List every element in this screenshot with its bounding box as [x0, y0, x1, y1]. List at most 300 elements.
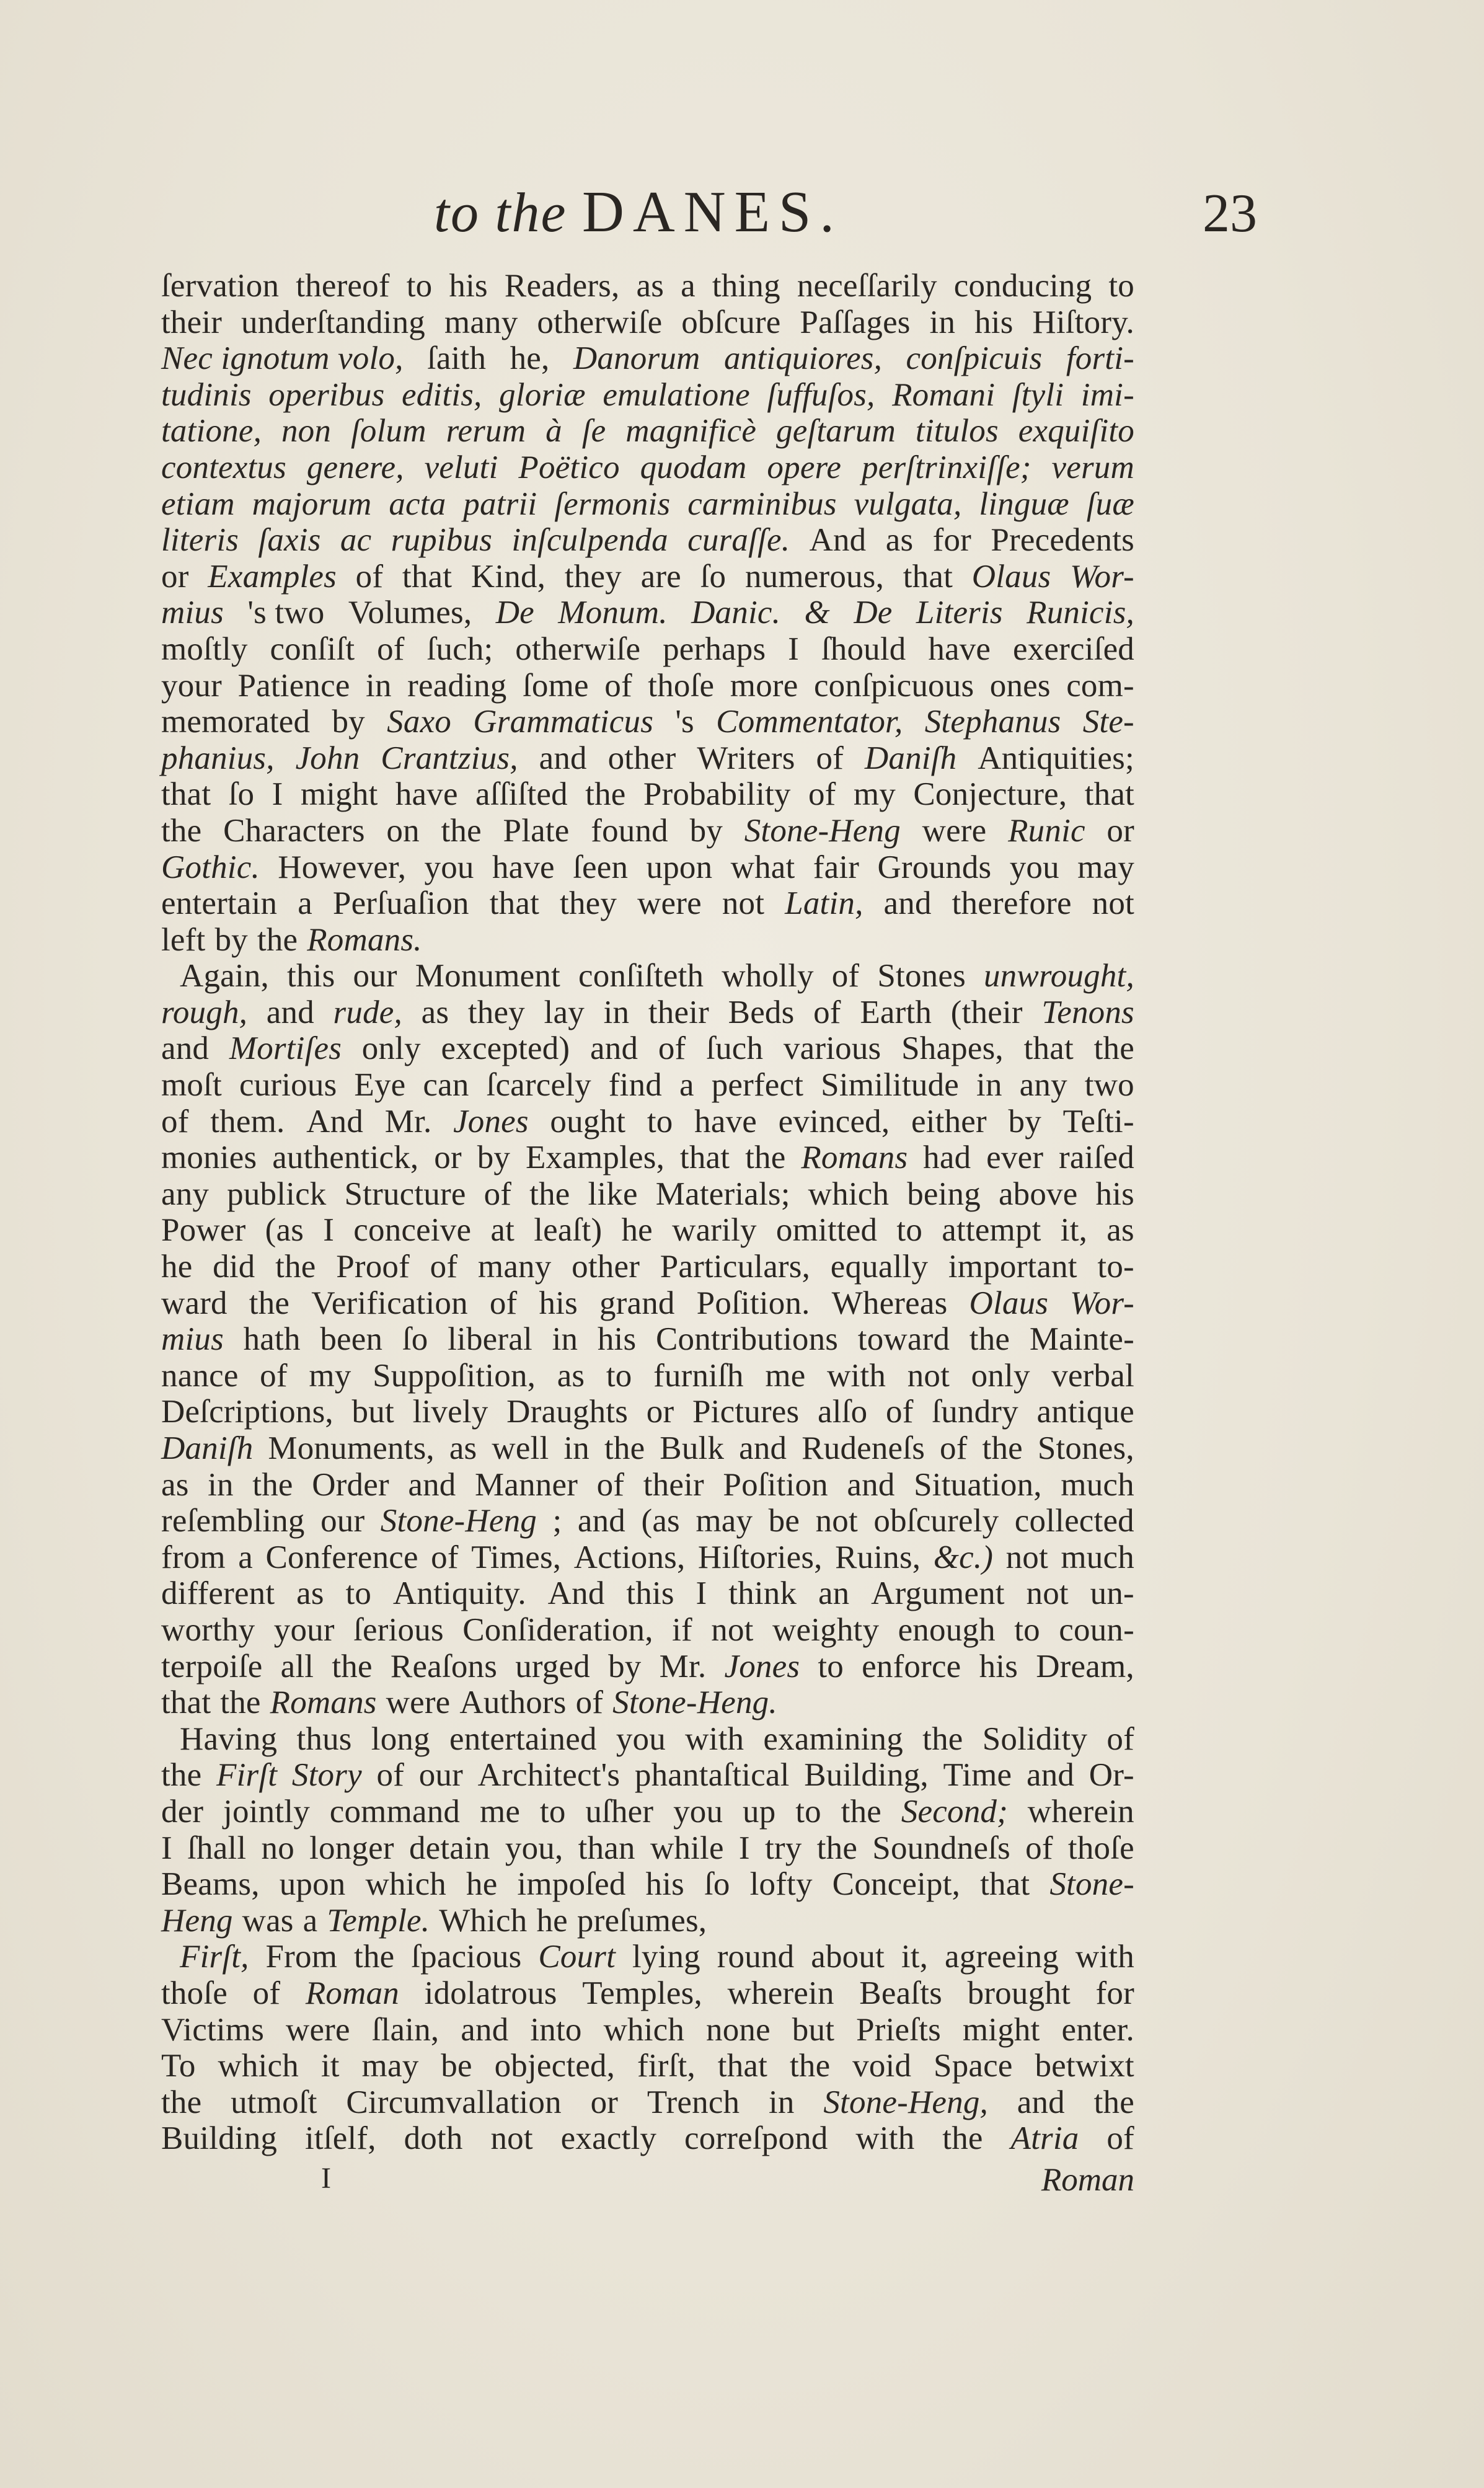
word: Again, — [180, 958, 269, 994]
word: the — [332, 1648, 373, 1684]
word: verbal — [1051, 1357, 1134, 1394]
word: furniſh — [653, 1357, 744, 1394]
word: weighty — [772, 1611, 880, 1648]
word: and — [739, 1430, 787, 1466]
word: as — [296, 1575, 324, 1612]
word: a — [298, 885, 312, 922]
word: attempt — [942, 1212, 1041, 1249]
word: to- — [1097, 1249, 1134, 1285]
word: Manner — [475, 1466, 578, 1503]
word: reſembling — [161, 1503, 305, 1539]
word: ſhould — [821, 631, 906, 667]
word: various — [783, 1030, 881, 1067]
word: Grammaticus — [473, 704, 654, 740]
text-line — [161, 522, 1134, 559]
word: by — [332, 704, 365, 740]
text-line — [161, 813, 1134, 849]
word: you — [616, 1720, 666, 1757]
word: leaſt) — [534, 1212, 603, 1249]
word: of — [658, 1030, 686, 1067]
word: Firſt, — [180, 1939, 249, 1975]
word: it, — [1060, 1212, 1088, 1249]
word: I — [323, 1212, 335, 1249]
word: enter. — [1061, 2011, 1134, 2048]
word: Or- — [1089, 1757, 1134, 1794]
word: Patience — [237, 667, 350, 704]
word: long — [371, 1720, 430, 1757]
word: with — [855, 2120, 915, 2157]
text-line — [161, 1212, 1134, 1249]
word: & — [804, 595, 830, 631]
word: entertain — [161, 885, 278, 922]
text-line — [161, 704, 1134, 740]
word: of — [816, 740, 844, 776]
word: your — [273, 1611, 335, 1648]
text-line — [161, 1249, 1134, 1285]
word: Soundneſs — [872, 1830, 1010, 1866]
text-line — [161, 1358, 1134, 1394]
word: fair — [813, 849, 860, 885]
word: that — [161, 1684, 211, 1721]
word: of — [940, 1430, 968, 1466]
word: found — [591, 812, 668, 849]
word: the — [220, 1684, 261, 1721]
word: vulgata, — [854, 485, 962, 522]
word: a — [238, 1539, 254, 1575]
word: ſo — [700, 558, 727, 595]
word: ſlain, — [371, 2011, 439, 2048]
word: had — [923, 1140, 971, 1176]
word: (as — [265, 1212, 304, 1249]
word: idolatrous — [424, 1975, 557, 2011]
word: majorum — [252, 485, 372, 522]
word: I — [696, 1575, 707, 1612]
word: veluti — [424, 449, 498, 485]
word: you, — [505, 1830, 563, 1866]
word: Solidity — [982, 1720, 1088, 1757]
word: of — [376, 1757, 405, 1794]
word: Runicis, — [1027, 595, 1134, 631]
word: conſiſteth — [578, 958, 704, 994]
word: of — [252, 1975, 281, 2011]
word: evinced, — [778, 1103, 890, 1140]
word: Argument — [871, 1575, 1005, 1612]
word: ſaxis — [258, 522, 321, 559]
word: to — [795, 1793, 821, 1830]
text-line — [161, 1975, 1134, 2012]
word: Characters — [223, 812, 365, 849]
text-line — [161, 922, 1134, 958]
word: moſt — [161, 1067, 222, 1104]
word: that — [903, 558, 953, 595]
word: Conjecture, — [913, 776, 1067, 813]
word: Precedents — [991, 522, 1134, 559]
word: or — [646, 1394, 674, 1430]
word: ſo — [228, 776, 255, 813]
word: and — [266, 994, 314, 1030]
word: Power — [161, 1212, 246, 1249]
word: the — [275, 1249, 316, 1285]
word: were — [637, 885, 702, 922]
word: this — [287, 958, 335, 994]
word: impoſed — [517, 1866, 626, 1903]
word: and — [847, 1466, 895, 1503]
word: thoſe — [161, 1975, 227, 2011]
word: than — [578, 1830, 635, 1866]
word: Authors — [459, 1684, 567, 1721]
word: our — [353, 958, 397, 994]
word: Saxo — [387, 704, 451, 740]
text-line — [161, 1104, 1134, 1140]
word: with — [827, 1357, 886, 1394]
word: doth — [404, 2120, 463, 2157]
word: Ste- — [1082, 704, 1134, 740]
word: genere, — [306, 449, 404, 485]
word: Hiſtory. — [1032, 304, 1134, 340]
word: 's — [675, 704, 694, 740]
word: any — [161, 1175, 210, 1212]
word: much — [1061, 1539, 1134, 1575]
word: antiquiores, — [723, 340, 883, 377]
word: Temples, — [582, 1975, 702, 2011]
word: not — [1005, 1539, 1048, 1575]
word: Stone-Heng. — [612, 1684, 777, 1721]
word: com- — [1066, 667, 1134, 704]
word: not — [1026, 1575, 1069, 1612]
word: raiſed — [1059, 1140, 1134, 1176]
word: you — [673, 1793, 723, 1830]
word: their — [643, 1466, 704, 1503]
word: Heng — [161, 1902, 233, 1939]
word: operibus — [268, 376, 385, 413]
word: Conference — [265, 1539, 418, 1575]
word: that — [1023, 1030, 1074, 1067]
word: and — [539, 740, 587, 776]
word: Earth — [860, 994, 932, 1030]
word: as — [557, 1357, 585, 1394]
text-line — [161, 740, 1134, 777]
word: and — [1017, 2084, 1065, 2120]
word: and — [883, 885, 932, 922]
word: otherwiſe — [537, 304, 663, 340]
page-footer — [161, 2161, 1134, 2201]
word: Victims — [161, 2011, 265, 2048]
word: any — [1019, 1067, 1067, 1104]
word: which — [365, 1866, 447, 1903]
word: ſolum — [350, 413, 426, 449]
text-line — [161, 595, 1134, 631]
running-title — [434, 179, 843, 246]
word: which — [603, 2011, 685, 2048]
word: which — [218, 2048, 299, 2084]
word: a — [679, 1067, 694, 1104]
word: moſtly — [161, 631, 248, 667]
word: Situation, — [914, 1466, 1042, 1503]
word: I — [161, 1830, 172, 1866]
word: Building, — [804, 1757, 929, 1794]
word: curious — [239, 1067, 337, 1104]
word: been — [320, 1321, 383, 1358]
word: Temple. — [327, 1902, 430, 1939]
word: rude, — [333, 994, 402, 1030]
word: phantaſtical — [634, 1757, 790, 1794]
word: phanius, — [161, 740, 275, 776]
word: Ruins, — [835, 1539, 921, 1575]
word: lofty — [749, 1866, 813, 1903]
word: the — [816, 1830, 858, 1866]
word: thing — [712, 268, 780, 304]
word: Poſition — [723, 1466, 828, 1503]
text-line — [161, 1176, 1134, 1213]
word: and — [1026, 1757, 1075, 1794]
word: hath — [243, 1321, 301, 1358]
word: Poſition. — [696, 1285, 810, 1321]
text-line — [161, 2012, 1134, 2048]
word: And — [809, 522, 867, 559]
word: lay — [544, 994, 585, 1030]
word: ; — [552, 1503, 562, 1539]
word: find — [608, 1067, 662, 1104]
word: Shapes, — [901, 1030, 1004, 1067]
text-line — [161, 1903, 1134, 1939]
word: Olaus — [969, 1285, 1049, 1321]
word: omitted — [775, 1212, 878, 1249]
text-line — [161, 1321, 1134, 1358]
word: ſpacious — [411, 1939, 522, 1975]
word: have — [492, 849, 555, 885]
word: inſculpenda — [511, 522, 668, 559]
text-line — [161, 1612, 1134, 1649]
text-line — [161, 1285, 1134, 1322]
text-line — [161, 1721, 1134, 1758]
text-line — [161, 377, 1134, 414]
word: the — [745, 1140, 786, 1176]
word: Beds — [728, 994, 795, 1030]
word: ſuch — [706, 1030, 764, 1067]
signature-mark: I — [321, 2162, 331, 2195]
word: Paſſages — [800, 304, 911, 340]
word: coun- — [1059, 1611, 1134, 1648]
word: Trench — [647, 2084, 740, 2120]
word: enough — [898, 1611, 996, 1648]
word: ſome — [522, 667, 589, 704]
word: of — [161, 1103, 189, 1140]
word: ſervation — [161, 268, 280, 304]
word: by — [608, 1648, 642, 1684]
word: that — [489, 885, 540, 922]
word: antique — [1036, 1394, 1134, 1430]
word: by — [1008, 1103, 1041, 1140]
word: think — [728, 1575, 797, 1612]
text-line — [161, 631, 1134, 668]
word: of — [886, 1394, 914, 1430]
word: Actions, — [573, 1539, 686, 1575]
word: Mr. — [659, 1648, 707, 1684]
word: me — [765, 1357, 806, 1394]
word: ſe — [581, 413, 606, 449]
word: &c.) — [933, 1539, 994, 1575]
word: Stephanus — [924, 704, 1061, 740]
word: emulatione — [603, 376, 750, 413]
word: Times, — [471, 1539, 562, 1575]
word: Proof — [336, 1249, 410, 1285]
word: examining — [763, 1720, 903, 1757]
word: that — [980, 1866, 1030, 1903]
word: the — [841, 1793, 882, 1830]
word: our — [320, 1503, 365, 1539]
word: Contributions — [655, 1321, 839, 1358]
word: worthy — [161, 1611, 255, 1648]
word: his — [645, 1866, 684, 1903]
word: memorated — [161, 704, 311, 740]
word: imi- — [1080, 376, 1134, 413]
word: ſuch; — [426, 631, 493, 667]
word: ſaith — [426, 340, 487, 377]
word: only — [971, 1357, 1030, 1394]
word: Verification — [311, 1285, 468, 1321]
word: as — [161, 1466, 189, 1503]
word: jointly — [223, 1793, 310, 1830]
word: and — [408, 1466, 456, 1503]
word: I — [738, 1830, 750, 1866]
word: neceſſarily — [797, 268, 937, 304]
word: lying — [632, 1939, 700, 1975]
word: brought — [967, 1975, 1071, 2011]
word: Mainte- — [1029, 1321, 1134, 1358]
word: the — [257, 921, 298, 958]
word: Jones — [453, 1103, 529, 1140]
word: his — [539, 1285, 578, 1321]
word: it — [320, 2048, 340, 2084]
word: might — [300, 776, 378, 813]
word: to — [606, 1357, 632, 1394]
word: he — [621, 1212, 653, 1249]
word: be — [441, 2048, 472, 2084]
word: a — [303, 1902, 318, 1939]
text-line — [161, 1794, 1134, 1830]
word: Which — [439, 1902, 528, 1939]
word: Writers — [697, 740, 795, 776]
word: Order — [312, 1466, 389, 1503]
word: terpoiſe — [161, 1648, 263, 1684]
word: Stones — [877, 958, 966, 994]
word: the — [252, 1466, 293, 1503]
text-line — [161, 1503, 1134, 1539]
word: the — [354, 1939, 395, 1975]
word: with — [685, 1720, 744, 1757]
word: ſo — [704, 1866, 730, 1903]
word: of — [1025, 1830, 1053, 1866]
word: urged — [515, 1648, 590, 1684]
word: conſpicuous — [813, 667, 974, 704]
running-header — [0, 179, 1484, 253]
word: rerum — [446, 413, 526, 449]
word: (their — [950, 994, 1023, 1030]
word: non — [281, 413, 332, 449]
word: curaſſe. — [687, 522, 790, 559]
word: wherein — [1027, 1793, 1134, 1830]
word: they — [560, 885, 617, 922]
word: were — [386, 1684, 451, 1721]
word: Literis — [916, 595, 1003, 631]
word: De — [495, 595, 534, 631]
word: patrii — [463, 485, 537, 522]
text-line — [161, 1067, 1134, 1104]
word: try — [764, 1830, 802, 1866]
word: the — [249, 1285, 290, 1321]
word: John — [295, 740, 360, 776]
text-line — [161, 1684, 1134, 1721]
word: Grounds — [877, 849, 992, 885]
word: longer — [309, 1830, 394, 1866]
word: tudinis — [161, 376, 252, 413]
word: Kind, — [470, 558, 546, 595]
word: while — [650, 1830, 724, 1866]
word: have — [694, 1103, 757, 1140]
word: with — [1075, 1939, 1134, 1975]
word: gloriæ — [499, 376, 586, 413]
word: of — [1106, 1720, 1134, 1757]
word: of — [430, 1249, 458, 1285]
word: to — [345, 1575, 372, 1612]
word: not — [907, 1357, 950, 1394]
word: a — [681, 268, 696, 304]
word: to — [406, 268, 433, 304]
word: the — [161, 1757, 202, 1794]
word: about — [811, 1939, 885, 1975]
word: my — [309, 1357, 351, 1394]
word: but — [351, 1394, 394, 1430]
word: Monum. — [558, 595, 668, 631]
text-line — [161, 994, 1134, 1031]
word: the — [922, 1720, 963, 1757]
word: ſtyli — [1012, 376, 1064, 413]
word: ſerious — [353, 1611, 444, 1648]
word: Crantzius, — [381, 740, 518, 776]
word: Readers, — [504, 268, 620, 304]
word: have — [395, 776, 458, 813]
word: that — [161, 776, 211, 813]
word: Stone-Heng — [380, 1503, 537, 1539]
word: ſhall — [187, 1830, 247, 1866]
text-line — [161, 1757, 1134, 1794]
text-line — [161, 449, 1134, 486]
body-text — [161, 268, 1134, 2157]
word: numerous, — [744, 558, 885, 595]
word: editis, — [402, 376, 482, 413]
word: for — [932, 522, 972, 559]
word: betwixt — [1035, 2048, 1134, 2084]
word: der — [161, 1793, 204, 1830]
word: into — [530, 2011, 582, 2048]
word: wherein — [727, 1975, 834, 2011]
word: Roman — [305, 1975, 399, 2011]
word: magnificè — [625, 413, 757, 449]
text-line — [161, 2048, 1134, 2084]
text-line — [161, 1394, 1134, 1430]
word: Reaſons — [390, 1648, 498, 1684]
word: Commentator, — [716, 704, 903, 740]
word: liberal — [448, 1321, 532, 1358]
word: Space — [934, 2048, 1013, 2084]
word: mius — [161, 1321, 224, 1358]
word: in — [768, 2084, 795, 2120]
word: ones — [989, 667, 1051, 704]
word: conſpicuis — [906, 340, 1043, 377]
word: etiam — [161, 485, 235, 522]
word: Draughts — [506, 1394, 629, 1430]
word: by — [689, 812, 723, 849]
